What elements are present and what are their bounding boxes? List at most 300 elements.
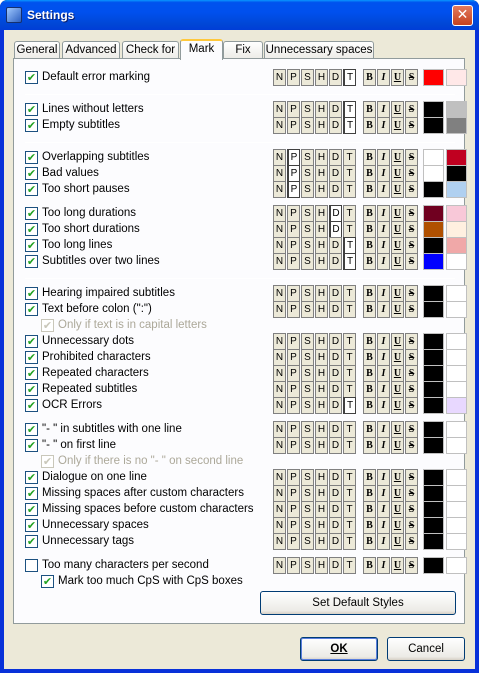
strikeout-button[interactable]: S (405, 285, 418, 302)
strikeout-button[interactable]: S (405, 237, 418, 254)
background-color-swatch[interactable] (446, 421, 467, 438)
style-toggle-s[interactable]: S (301, 285, 314, 302)
style-toggle-p[interactable]: P (287, 469, 300, 486)
bold-button[interactable]: B (363, 365, 376, 382)
style-toggle-n[interactable]: N (273, 501, 286, 518)
set-default-styles-button[interactable]: Set Default Styles (260, 591, 456, 615)
style-toggle-t[interactable]: T (343, 205, 356, 222)
style-toggle-s[interactable]: S (301, 221, 314, 238)
underline-button[interactable]: U (391, 285, 404, 302)
bold-button[interactable]: B (363, 285, 376, 302)
style-toggle-d[interactable]: D (329, 469, 342, 486)
tab-general[interactable]: General (14, 41, 60, 59)
bold-button[interactable]: B (363, 149, 376, 166)
bold-button[interactable]: B (363, 381, 376, 398)
italic-button[interactable]: I (377, 421, 390, 438)
style-toggle-h[interactable]: H (315, 301, 328, 318)
style-toggle-t[interactable]: T (343, 253, 356, 270)
text-color-swatch[interactable] (423, 501, 444, 518)
strikeout-button[interactable]: S (405, 485, 418, 502)
underline-button[interactable]: U (391, 69, 404, 86)
style-toggle-h[interactable]: H (315, 237, 328, 254)
style-toggle-t[interactable]: T (343, 469, 356, 486)
style-toggle-s[interactable]: S (301, 421, 314, 438)
style-toggle-d[interactable]: D (329, 221, 342, 238)
style-toggle-n[interactable]: N (273, 557, 286, 574)
style-toggle-s[interactable]: S (301, 557, 314, 574)
text-color-swatch[interactable] (423, 485, 444, 502)
style-toggle-d[interactable]: D (329, 485, 342, 502)
strikeout-button[interactable]: S (405, 437, 418, 454)
italic-button[interactable]: I (377, 517, 390, 534)
style-toggle-p[interactable]: P (287, 237, 300, 254)
underline-button[interactable]: U (391, 253, 404, 270)
bold-button[interactable]: B (363, 181, 376, 198)
text-color-swatch[interactable] (423, 221, 444, 238)
style-toggle-d[interactable]: D (329, 397, 342, 414)
style-toggle-h[interactable]: H (315, 69, 328, 86)
style-toggle-t[interactable]: T (343, 333, 356, 350)
text-color-swatch[interactable] (423, 365, 444, 382)
style-toggle-h[interactable]: H (315, 381, 328, 398)
style-toggle-d[interactable]: D (329, 69, 342, 86)
style-toggle-p[interactable]: P (287, 381, 300, 398)
style-toggle-n[interactable]: N (273, 101, 286, 118)
background-color-swatch[interactable] (446, 181, 467, 198)
style-toggle-s[interactable]: S (301, 181, 314, 198)
option-checkbox[interactable]: ✔ (26, 519, 37, 532)
style-toggle-h[interactable]: H (315, 501, 328, 518)
underline-button[interactable]: U (391, 437, 404, 454)
style-toggle-d[interactable]: D (329, 437, 342, 454)
style-toggle-h[interactable]: H (315, 349, 328, 366)
strikeout-button[interactable]: S (405, 301, 418, 318)
text-color-swatch[interactable] (423, 557, 444, 574)
underline-button[interactable]: U (391, 501, 404, 518)
underline-button[interactable]: U (391, 557, 404, 574)
style-toggle-s[interactable]: S (301, 517, 314, 534)
background-color-swatch[interactable] (446, 165, 467, 182)
text-color-swatch[interactable] (423, 285, 444, 302)
style-toggle-d[interactable]: D (329, 421, 342, 438)
style-toggle-t[interactable]: T (343, 517, 356, 534)
option-checkbox[interactable]: ✔ (26, 367, 37, 380)
style-toggle-d[interactable]: D (329, 285, 342, 302)
style-toggle-t[interactable]: T (343, 533, 356, 550)
italic-button[interactable]: I (377, 165, 390, 182)
text-color-swatch[interactable] (423, 69, 444, 86)
style-toggle-h[interactable]: H (315, 557, 328, 574)
style-toggle-n[interactable]: N (273, 349, 286, 366)
style-toggle-n[interactable]: N (273, 333, 286, 350)
style-toggle-h[interactable]: H (315, 333, 328, 350)
style-toggle-t[interactable]: T (343, 285, 356, 302)
text-color-swatch[interactable] (423, 101, 444, 118)
bold-button[interactable]: B (363, 253, 376, 270)
bold-button[interactable]: B (363, 301, 376, 318)
style-toggle-n[interactable]: N (273, 485, 286, 502)
background-color-swatch[interactable] (446, 117, 467, 134)
style-toggle-p[interactable]: P (287, 301, 300, 318)
style-toggle-t[interactable]: T (343, 421, 356, 438)
style-toggle-h[interactable]: H (315, 253, 328, 270)
style-toggle-t[interactable]: T (343, 349, 356, 366)
strikeout-button[interactable]: S (405, 101, 418, 118)
italic-button[interactable]: I (377, 301, 390, 318)
style-toggle-p[interactable]: P (287, 221, 300, 238)
italic-button[interactable]: I (377, 181, 390, 198)
style-toggle-n[interactable]: N (273, 205, 286, 222)
background-color-swatch[interactable] (446, 557, 467, 574)
style-toggle-n[interactable]: N (273, 301, 286, 318)
italic-button[interactable]: I (377, 557, 390, 574)
background-color-swatch[interactable] (446, 397, 467, 414)
style-toggle-t[interactable]: T (343, 397, 356, 414)
italic-button[interactable]: I (377, 533, 390, 550)
bold-button[interactable]: B (363, 69, 376, 86)
option-checkbox[interactable]: ✔ (26, 255, 37, 268)
tab-unnecessary-spaces[interactable]: Unnecessary spaces (264, 41, 374, 59)
italic-button[interactable]: I (377, 237, 390, 254)
tab-mark[interactable]: Mark (180, 39, 223, 60)
style-toggle-s[interactable]: S (301, 117, 314, 134)
style-toggle-s[interactable]: S (301, 149, 314, 166)
option-checkbox[interactable]: ✔ (26, 223, 37, 236)
style-toggle-s[interactable]: S (301, 101, 314, 118)
background-color-swatch[interactable] (446, 205, 467, 222)
strikeout-button[interactable]: S (405, 349, 418, 366)
style-toggle-n[interactable]: N (273, 165, 286, 182)
style-toggle-t[interactable]: T (343, 69, 356, 86)
text-color-swatch[interactable] (423, 397, 444, 414)
bold-button[interactable]: B (363, 437, 376, 454)
style-toggle-h[interactable]: H (315, 285, 328, 302)
italic-button[interactable]: I (377, 485, 390, 502)
style-toggle-t[interactable]: T (343, 149, 356, 166)
style-toggle-d[interactable]: D (329, 253, 342, 270)
style-toggle-d[interactable]: D (329, 517, 342, 534)
style-toggle-h[interactable]: H (315, 397, 328, 414)
italic-button[interactable]: I (377, 349, 390, 366)
italic-button[interactable]: I (377, 437, 390, 454)
title-bar[interactable] (0, 0, 479, 30)
background-color-swatch[interactable] (446, 501, 467, 518)
strikeout-button[interactable]: S (405, 165, 418, 182)
style-toggle-p[interactable]: P (287, 421, 300, 438)
style-toggle-s[interactable]: S (301, 533, 314, 550)
bold-button[interactable]: B (363, 557, 376, 574)
strikeout-button[interactable]: S (405, 365, 418, 382)
italic-button[interactable]: I (377, 205, 390, 222)
bold-button[interactable]: B (363, 501, 376, 518)
style-toggle-s[interactable]: S (301, 253, 314, 270)
background-color-swatch[interactable] (446, 101, 467, 118)
style-toggle-d[interactable]: D (329, 557, 342, 574)
style-toggle-d[interactable]: D (329, 365, 342, 382)
style-toggle-n[interactable]: N (273, 253, 286, 270)
italic-button[interactable]: I (377, 69, 390, 86)
underline-button[interactable]: U (391, 117, 404, 134)
strikeout-button[interactable]: S (405, 381, 418, 398)
style-toggle-n[interactable]: N (273, 421, 286, 438)
text-color-swatch[interactable] (423, 301, 444, 318)
background-color-swatch[interactable] (446, 349, 467, 366)
text-color-swatch[interactable] (423, 117, 444, 134)
style-toggle-p[interactable]: P (287, 485, 300, 502)
style-toggle-h[interactable]: H (315, 221, 328, 238)
italic-button[interactable]: I (377, 117, 390, 134)
strikeout-button[interactable]: S (405, 253, 418, 270)
style-toggle-t[interactable]: T (343, 101, 356, 118)
option-checkbox[interactable]: ✔ (26, 439, 37, 452)
background-color-swatch[interactable] (446, 333, 467, 350)
text-color-swatch[interactable] (423, 349, 444, 366)
style-toggle-t[interactable]: T (343, 301, 356, 318)
style-toggle-p[interactable]: P (287, 333, 300, 350)
italic-button[interactable]: I (377, 365, 390, 382)
text-color-swatch[interactable] (423, 437, 444, 454)
style-toggle-d[interactable]: D (329, 381, 342, 398)
text-color-swatch[interactable] (423, 381, 444, 398)
style-toggle-t[interactable]: T (343, 365, 356, 382)
style-toggle-s[interactable]: S (301, 485, 314, 502)
style-toggle-t[interactable]: T (343, 557, 356, 574)
style-toggle-d[interactable]: D (329, 501, 342, 518)
style-toggle-t[interactable]: T (343, 117, 356, 134)
option-checkbox[interactable]: ✔ (26, 103, 37, 116)
style-toggle-p[interactable]: P (287, 205, 300, 222)
underline-button[interactable]: U (391, 101, 404, 118)
style-toggle-n[interactable]: N (273, 221, 286, 238)
style-toggle-p[interactable]: P (287, 117, 300, 134)
background-color-swatch[interactable] (446, 221, 467, 238)
style-toggle-n[interactable]: N (273, 397, 286, 414)
style-toggle-d[interactable]: D (329, 181, 342, 198)
strikeout-button[interactable]: S (405, 397, 418, 414)
background-color-swatch[interactable] (446, 485, 467, 502)
strikeout-button[interactable]: S (405, 333, 418, 350)
strikeout-button[interactable]: S (405, 421, 418, 438)
underline-button[interactable]: U (391, 381, 404, 398)
text-color-swatch[interactable] (423, 237, 444, 254)
underline-button[interactable]: U (391, 365, 404, 382)
option-checkbox[interactable] (25, 559, 38, 572)
style-toggle-d[interactable]: D (329, 333, 342, 350)
option-checkbox[interactable]: ✔ (26, 487, 37, 500)
background-color-swatch[interactable] (446, 533, 467, 550)
style-toggle-n[interactable]: N (273, 469, 286, 486)
italic-button[interactable]: I (377, 397, 390, 414)
text-color-swatch[interactable] (423, 517, 444, 534)
style-toggle-h[interactable]: H (315, 365, 328, 382)
strikeout-button[interactable]: S (405, 205, 418, 222)
text-color-swatch[interactable] (423, 333, 444, 350)
style-toggle-h[interactable]: H (315, 165, 328, 182)
italic-button[interactable]: I (377, 285, 390, 302)
bold-button[interactable]: B (363, 533, 376, 550)
style-toggle-s[interactable]: S (301, 365, 314, 382)
style-toggle-n[interactable]: N (273, 237, 286, 254)
underline-button[interactable]: U (391, 469, 404, 486)
option-checkbox[interactable]: ✔ (26, 287, 37, 300)
style-toggle-p[interactable]: P (287, 365, 300, 382)
underline-button[interactable]: U (391, 205, 404, 222)
bold-button[interactable]: B (363, 101, 376, 118)
background-color-swatch[interactable] (446, 517, 467, 534)
tab-check-for[interactable]: Check for (122, 41, 179, 59)
style-toggle-p[interactable]: P (287, 285, 300, 302)
background-color-swatch[interactable] (446, 381, 467, 398)
underline-button[interactable]: U (391, 421, 404, 438)
underline-button[interactable]: U (391, 485, 404, 502)
underline-button[interactable]: U (391, 349, 404, 366)
style-toggle-n[interactable]: N (273, 517, 286, 534)
italic-button[interactable]: I (377, 333, 390, 350)
style-toggle-n[interactable]: N (273, 381, 286, 398)
option-checkbox[interactable]: ✔ (26, 167, 37, 180)
option-checkbox[interactable]: ✔ (26, 535, 37, 548)
style-toggle-n[interactable]: N (273, 533, 286, 550)
style-toggle-s[interactable]: S (301, 349, 314, 366)
style-toggle-n[interactable]: N (273, 181, 286, 198)
bold-button[interactable]: B (363, 333, 376, 350)
strikeout-button[interactable]: S (405, 517, 418, 534)
close-button[interactable]: ✕ (452, 5, 473, 26)
italic-button[interactable]: I (377, 469, 390, 486)
option-checkbox[interactable]: ✔ (26, 151, 37, 164)
background-color-swatch[interactable] (446, 437, 467, 454)
style-toggle-n[interactable]: N (273, 365, 286, 382)
bold-button[interactable]: B (363, 397, 376, 414)
style-toggle-h[interactable]: H (315, 533, 328, 550)
background-color-swatch[interactable] (446, 301, 467, 318)
style-toggle-s[interactable]: S (301, 469, 314, 486)
style-toggle-p[interactable]: P (287, 101, 300, 118)
style-toggle-s[interactable]: S (301, 205, 314, 222)
text-color-swatch[interactable] (423, 469, 444, 486)
option-checkbox[interactable]: ✔ (26, 335, 37, 348)
background-color-swatch[interactable] (446, 285, 467, 302)
style-toggle-n[interactable]: N (273, 69, 286, 86)
underline-button[interactable]: U (391, 301, 404, 318)
bold-button[interactable]: B (363, 517, 376, 534)
background-color-swatch[interactable] (446, 149, 467, 166)
option-checkbox[interactable]: ✔ (26, 423, 37, 436)
style-toggle-p[interactable]: P (287, 69, 300, 86)
underline-button[interactable]: U (391, 181, 404, 198)
style-toggle-n[interactable]: N (273, 285, 286, 302)
text-color-swatch[interactable] (423, 205, 444, 222)
option-checkbox[interactable]: ✔ (26, 399, 37, 412)
ok-button[interactable] (300, 637, 378, 661)
style-toggle-h[interactable]: H (315, 181, 328, 198)
style-toggle-s[interactable]: S (301, 437, 314, 454)
style-toggle-p[interactable]: P (287, 533, 300, 550)
style-toggle-s[interactable]: S (301, 165, 314, 182)
style-toggle-p[interactable]: P (287, 437, 300, 454)
underline-button[interactable]: U (391, 149, 404, 166)
style-toggle-h[interactable]: H (315, 469, 328, 486)
strikeout-button[interactable]: S (405, 69, 418, 86)
style-toggle-t[interactable]: T (343, 501, 356, 518)
italic-button[interactable]: I (377, 381, 390, 398)
bold-button[interactable]: B (363, 469, 376, 486)
style-toggle-p[interactable]: P (287, 501, 300, 518)
style-toggle-s[interactable]: S (301, 237, 314, 254)
style-toggle-s[interactable]: S (301, 501, 314, 518)
style-toggle-t[interactable]: T (343, 237, 356, 254)
italic-button[interactable]: I (377, 501, 390, 518)
italic-button[interactable]: I (377, 101, 390, 118)
bold-button[interactable]: B (363, 165, 376, 182)
style-toggle-d[interactable]: D (329, 165, 342, 182)
style-toggle-s[interactable]: S (301, 397, 314, 414)
style-toggle-d[interactable]: D (329, 301, 342, 318)
text-color-swatch[interactable] (423, 253, 444, 270)
bold-button[interactable]: B (363, 237, 376, 254)
strikeout-button[interactable]: S (405, 149, 418, 166)
style-toggle-n[interactable]: N (273, 149, 286, 166)
strikeout-button[interactable]: S (405, 117, 418, 134)
style-toggle-p[interactable]: P (287, 517, 300, 534)
strikeout-button[interactable]: S (405, 501, 418, 518)
style-toggle-d[interactable]: D (329, 237, 342, 254)
strikeout-button[interactable]: S (405, 469, 418, 486)
underline-button[interactable]: U (391, 397, 404, 414)
text-color-swatch[interactable] (423, 181, 444, 198)
strikeout-button[interactable]: S (405, 533, 418, 550)
strikeout-button[interactable]: S (405, 221, 418, 238)
option-checkbox[interactable]: ✔ (42, 575, 53, 588)
background-color-swatch[interactable] (446, 365, 467, 382)
style-toggle-h[interactable]: H (315, 117, 328, 134)
background-color-swatch[interactable] (446, 253, 467, 270)
style-toggle-p[interactable]: P (287, 557, 300, 574)
style-toggle-d[interactable]: D (329, 149, 342, 166)
bold-button[interactable]: B (363, 485, 376, 502)
style-toggle-s[interactable]: S (301, 381, 314, 398)
bold-button[interactable]: B (363, 221, 376, 238)
style-toggle-t[interactable]: T (343, 165, 356, 182)
option-checkbox[interactable]: ✔ (26, 71, 37, 84)
italic-button[interactable]: I (377, 253, 390, 270)
style-toggle-p[interactable]: P (287, 253, 300, 270)
style-toggle-d[interactable]: D (329, 117, 342, 134)
underline-button[interactable]: U (391, 517, 404, 534)
style-toggle-s[interactable]: S (301, 301, 314, 318)
style-toggle-h[interactable]: H (315, 517, 328, 534)
text-color-swatch[interactable] (423, 533, 444, 550)
underline-button[interactable]: U (391, 333, 404, 350)
style-toggle-h[interactable]: H (315, 149, 328, 166)
option-checkbox[interactable]: ✔ (26, 383, 37, 396)
style-toggle-h[interactable]: H (315, 437, 328, 454)
option-checkbox[interactable]: ✔ (26, 119, 37, 132)
strikeout-button[interactable]: S (405, 557, 418, 574)
style-toggle-p[interactable]: P (287, 397, 300, 414)
background-color-swatch[interactable] (446, 69, 467, 86)
style-toggle-p[interactable]: P (287, 349, 300, 366)
italic-button[interactable]: I (377, 149, 390, 166)
style-toggle-n[interactable]: N (273, 437, 286, 454)
text-color-swatch[interactable] (423, 421, 444, 438)
background-color-swatch[interactable] (446, 237, 467, 254)
style-toggle-s[interactable]: S (301, 69, 314, 86)
underline-button[interactable]: U (391, 237, 404, 254)
tab-fix[interactable]: Fix (223, 41, 263, 59)
style-toggle-p[interactable]: P (287, 149, 300, 166)
style-toggle-t[interactable]: T (343, 485, 356, 502)
